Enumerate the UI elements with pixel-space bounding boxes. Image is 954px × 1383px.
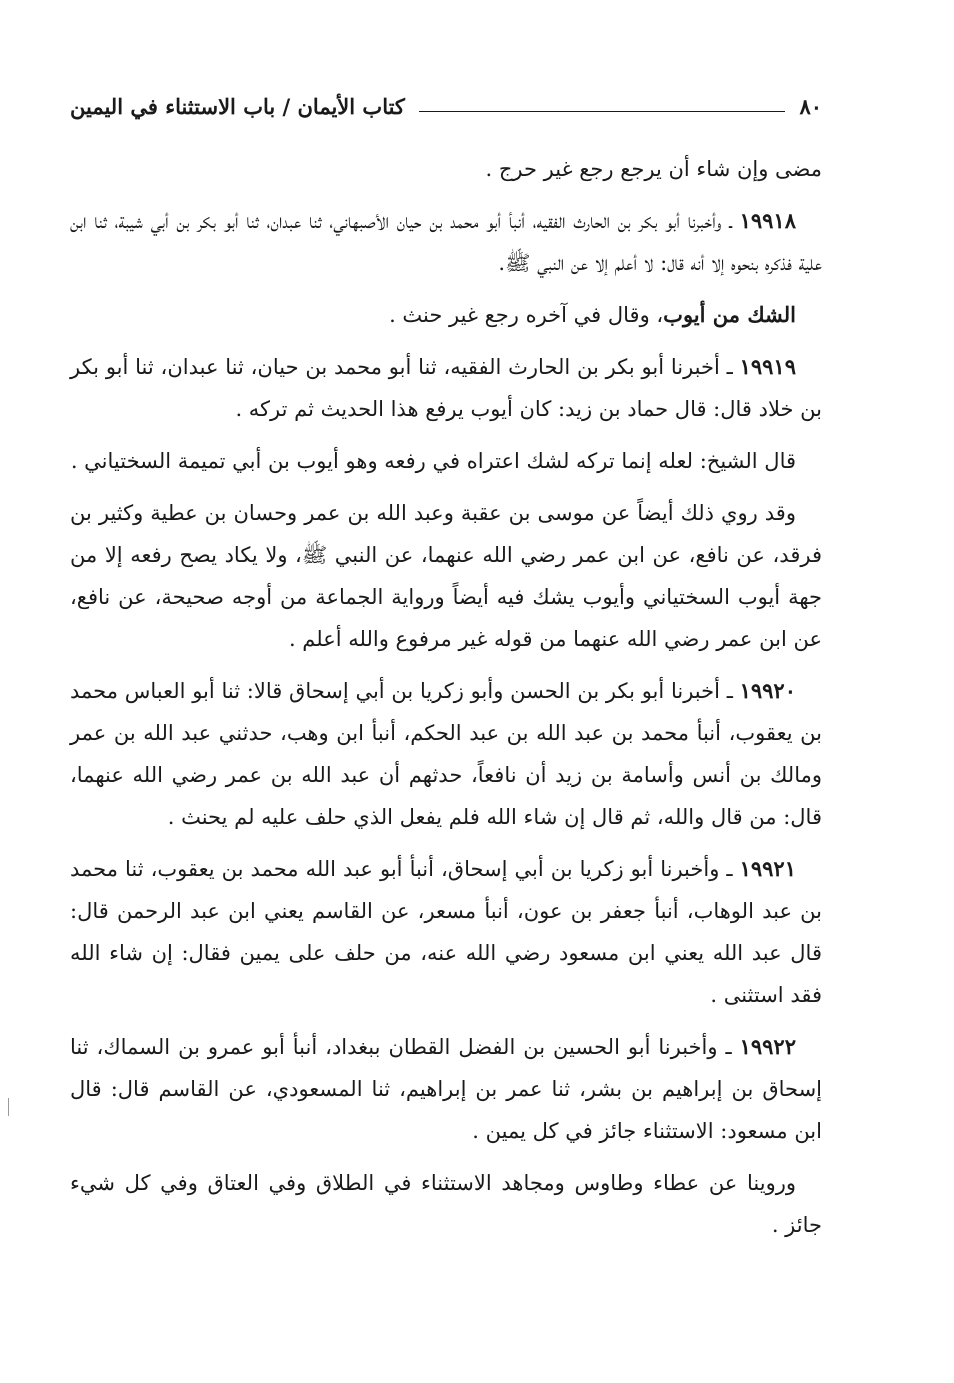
paragraph-sheikh-comment bbox=[70, 440, 822, 482]
paragraph-text: ، وقال في آخره رجع غير حنث . bbox=[389, 303, 664, 327]
hadith-text: ـ وأخبرنا أبو الحسين بن الفضل القطان ببغداد، أنبأ أبو عمرو بن السماك، ثنا إسحاق بن إبراهيم بن بشر، ثنا عمر بن إبراهيم، ثنا المسعودي، عن القاسم قال: قال ابن مسعود: الاستثناء جائز في كل يمين . bbox=[70, 1035, 822, 1143]
book-page bbox=[70, 86, 822, 1256]
hadith-19918 bbox=[70, 200, 822, 284]
hadith-number: ١٩٩١٩ bbox=[739, 354, 796, 379]
paragraph-text: قال الشيخ: لعله إنما تركه لشك اعتراه في رفعه وهو أيوب بن أبي تميمة السختياني . bbox=[70, 449, 796, 473]
bold-lead-text: الشك من أيوب bbox=[663, 302, 796, 327]
hadith-number: ١٩٩٢١ bbox=[739, 856, 796, 881]
page-body bbox=[70, 148, 822, 1246]
page-header bbox=[70, 86, 822, 126]
hadith-19921 bbox=[70, 848, 822, 1016]
hadith-number: ١٩٩٢٠ bbox=[739, 678, 796, 703]
hadith-text: ـ أخبرنا أبو بكر بن الحارث الفقيه، ثنا أبو محمد بن حيان، ثنا عبدان، ثنا أبو بكر بن خلاد قال: قال حماد بن زيد: كان أيوب يرفع هذا الحديث ثم تركه . bbox=[70, 355, 822, 421]
paragraph-narrations bbox=[70, 492, 822, 660]
hadith-number: ١٩٩٢٢ bbox=[739, 1034, 796, 1059]
hadith-text: ـ وأخبرنا أبو بكر بن الحارث الفقيه، أنبأ أبو محمد بن حيان الأصبهاني، ثنا عبدان، ثنا أبو بكر بن أبي شيبة، ثنا ابن علية فذكره بنحوه إلا أنه قال: لا أعلم إلا عن النبي ﷺ. bbox=[70, 209, 822, 275]
hadith-number: ١٩٩١٨ bbox=[739, 208, 796, 233]
scan-edge-mark bbox=[8, 1098, 9, 1116]
hadith-text: ـ أخبرنا أبو بكر بن الحسن وأبو زكريا بن أبي إسحاق قالا: ثنا أبو العباس محمد بن يعقوب، أنبأ محمد بن عبد الله بن عبد الحكم، أنبأ ابن وهب، حدثني عبد الله بن عمر ومالك بن أنس وأسامة بن زيد أن نافعاً، حدثهم أن عبد الله بن عمر رضي الله عنهما، قال: من قال والله، ثم قال إن شاء الله فلم يفعل الذي حلف عليه لم يحنث . bbox=[70, 679, 822, 829]
paragraph-closing bbox=[70, 1162, 822, 1246]
paragraph-continuation bbox=[70, 148, 822, 190]
paragraph-text: وروينا عن عطاء وطاوس ومجاهد الاستثناء في الطلاق وفي العتاق وفي كل شيء جائز . bbox=[70, 1171, 822, 1237]
paragraph-note bbox=[70, 294, 822, 336]
hadith-19919 bbox=[70, 346, 822, 430]
header-rule bbox=[419, 111, 786, 112]
hadith-text: ـ وأخبرنا أبو زكريا بن أبي إسحاق، أنبأ أبو عبد الله محمد بن يعقوب، ثنا محمد بن عبد الوهاب، أنبأ جعفر بن عون، أنبأ مسعر، عن القاسم يعني ابن عبد الرحمن قال: قال عبد الله يعني ابن مسعود رضي الله عنه، من حلف على يمين فقال: إن شاء الله فقد استثنى . bbox=[70, 857, 822, 1007]
page-number: ٨٠ bbox=[799, 93, 822, 119]
paragraph-text: وقد روي ذلك أيضاً عن موسى بن عقبة وعبد الله بن عمر وحسان بن عطية وكثير بن فرقد، عن نافع، عن ابن عمر رضي الله عنهما، عن النبي ﷺ، ولا يكاد يصح رفعه إلا من جهة أيوب السختياني وأيوب يشك فيه أيضاً ورواية الجماعة من أوجه صحيحة، عن نافع، عن ابن عمر رضي الله عنهما من قوله غير مرفوع والله أعلم . bbox=[70, 501, 822, 651]
running-title: كتاب الأيمان / باب الاستثناء في اليمين bbox=[70, 93, 405, 119]
paragraph-text: مضى وإن شاء أن يرجع رجع غير حرج . bbox=[485, 157, 822, 181]
hadith-19920 bbox=[70, 670, 822, 838]
hadith-19922 bbox=[70, 1026, 822, 1152]
